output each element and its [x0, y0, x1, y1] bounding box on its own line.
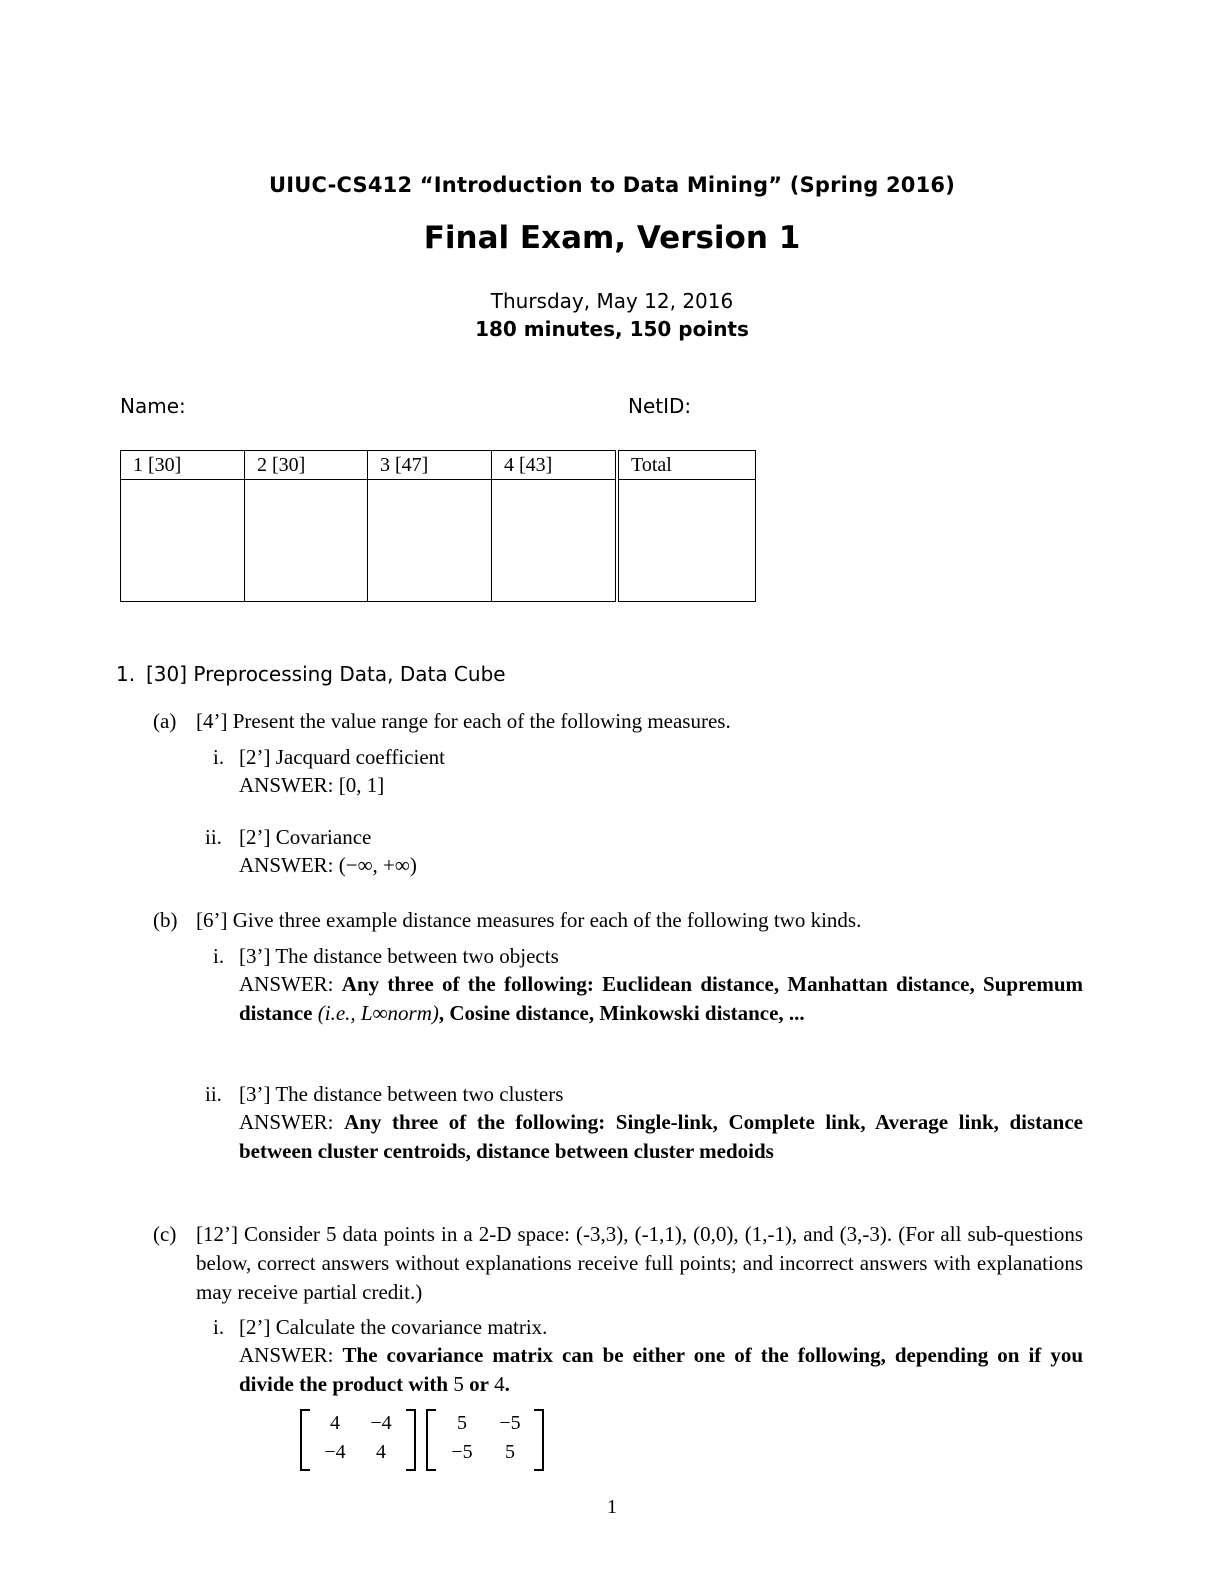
part-a-label: (a) [153, 709, 177, 733]
page-number: 1 [607, 1496, 617, 1518]
answer-prefix: ANSWER: [239, 853, 334, 877]
answer-prefix: ANSWER: [239, 972, 334, 996]
score-header-q4: 4 [43] [492, 451, 618, 480]
answer-value: Any three of the following: Single-link, Complete link, Average link, distance between cluster centroids, distance between cluster medoids [239, 1110, 1083, 1163]
answer-value-cont: , Cosine distance, Minkowski distance, ... [438, 1001, 805, 1025]
part-c-text: [12’] Consider 5 data points in a 2-D space: (-3,3), (-1,1), (0,0), (1,-1), and (3,-3). (For all sub-questions below, correct answers without explanations receive full points; and incorrect answers with explanations may receive partial credit.) [196, 1222, 1083, 1304]
part-c-i-label: i. [213, 1315, 225, 1339]
matrix-cell: 5 [505, 1441, 515, 1463]
score-cell-q2 [245, 480, 368, 602]
answer-or: or [469, 1372, 489, 1396]
score-cell-total [617, 480, 756, 602]
answer-end: . [504, 1372, 510, 1396]
score-cell-q1 [121, 480, 245, 602]
answer-prefix: ANSWER: [239, 1343, 334, 1367]
matrix-bracket-left [300, 1409, 310, 1471]
part-b-ii-label: ii. [205, 1082, 222, 1106]
answer-number-1: 5 [453, 1372, 464, 1396]
score-table [120, 450, 756, 602]
matrix-cell: 4 [376, 1441, 386, 1463]
matrix-bracket-left [426, 1409, 436, 1471]
exam-date: Thursday, May 12, 2016 [490, 289, 734, 313]
answer-prefix: ANSWER: [239, 773, 334, 797]
exam-duration: 180 minutes, 150 points [475, 317, 749, 341]
part-a-ii-answer [239, 851, 417, 880]
part-a-text: [4’] Present the value range for each of the following measures. [196, 709, 731, 733]
part-b-label: (b) [153, 908, 178, 932]
part-b-text: [6’] Give three example distance measures for each of the following two kinds. [196, 908, 862, 932]
matrix-bracket-right [534, 1409, 544, 1471]
answer-value: [0, 1] [338, 773, 385, 797]
part-a-i-text: [2’] Jacquard coefficient [239, 745, 446, 769]
score-header-total: Total [617, 451, 756, 480]
score-header-q1: 1 [30] [121, 451, 245, 480]
part-b-ii-answer [239, 1108, 1083, 1166]
covariance-matrix-2 [426, 1409, 544, 1469]
part-a-i-answer [239, 771, 384, 800]
part-b-i-text: [3’] The distance between two objects [239, 944, 559, 968]
part-c-i-text: [2’] Calculate the covariance matrix. [239, 1315, 548, 1339]
question-1-title: [30] Preprocessing Data, Data Cube [146, 662, 506, 686]
answer-value: (−∞, +∞) [338, 853, 417, 877]
part-c-label: (c) [153, 1222, 177, 1246]
part-b-i-label: i. [213, 944, 225, 968]
answer-math: (i.e., L∞norm) [317, 1001, 439, 1025]
question-1-number: 1. [116, 662, 136, 686]
matrix-cell: −4 [370, 1412, 392, 1434]
name-label: Name: [120, 394, 186, 418]
matrix-cell: −4 [324, 1441, 346, 1463]
answer-value: The covariance matrix can be either one of the following, depending on if you divide the product with [239, 1343, 1084, 1396]
part-c-i-answer [239, 1341, 1083, 1399]
matrix-grid [438, 1409, 534, 1467]
score-header-q3: 3 [47] [368, 451, 492, 480]
answer-value: Any three of the following: Euclidean distance, Manhattan distance, Supremum distance [239, 972, 1083, 1025]
matrix-grid [312, 1409, 404, 1467]
answer-number-2: 4 [494, 1372, 505, 1396]
matrix-cell: −5 [499, 1412, 521, 1434]
part-a-ii-label: ii. [205, 825, 222, 849]
covariance-matrix-1 [300, 1409, 416, 1469]
part-a-i-label: i. [213, 745, 225, 769]
part-b-i-answer [239, 970, 1083, 1028]
answer-prefix: ANSWER: [239, 1110, 334, 1134]
matrix-bracket-right [406, 1409, 416, 1471]
exam-title: Final Exam, Version 1 [423, 220, 801, 256]
matrix-cell: 4 [330, 1412, 340, 1434]
score-cell-q4 [492, 480, 618, 602]
netid-label: NetID: [628, 394, 692, 418]
score-header-q2: 2 [30] [245, 451, 368, 480]
score-cell-q3 [368, 480, 492, 602]
part-a-ii-text: [2’] Covariance [239, 825, 372, 849]
matrix-cell: 5 [457, 1412, 467, 1434]
part-b-ii-text: [3’] The distance between two clusters [239, 1082, 564, 1106]
matrix-cell: −5 [451, 1441, 473, 1463]
course-title: UIUC-CS412 “Introduction to Data Mining” (Spring 2016) [268, 173, 956, 197]
